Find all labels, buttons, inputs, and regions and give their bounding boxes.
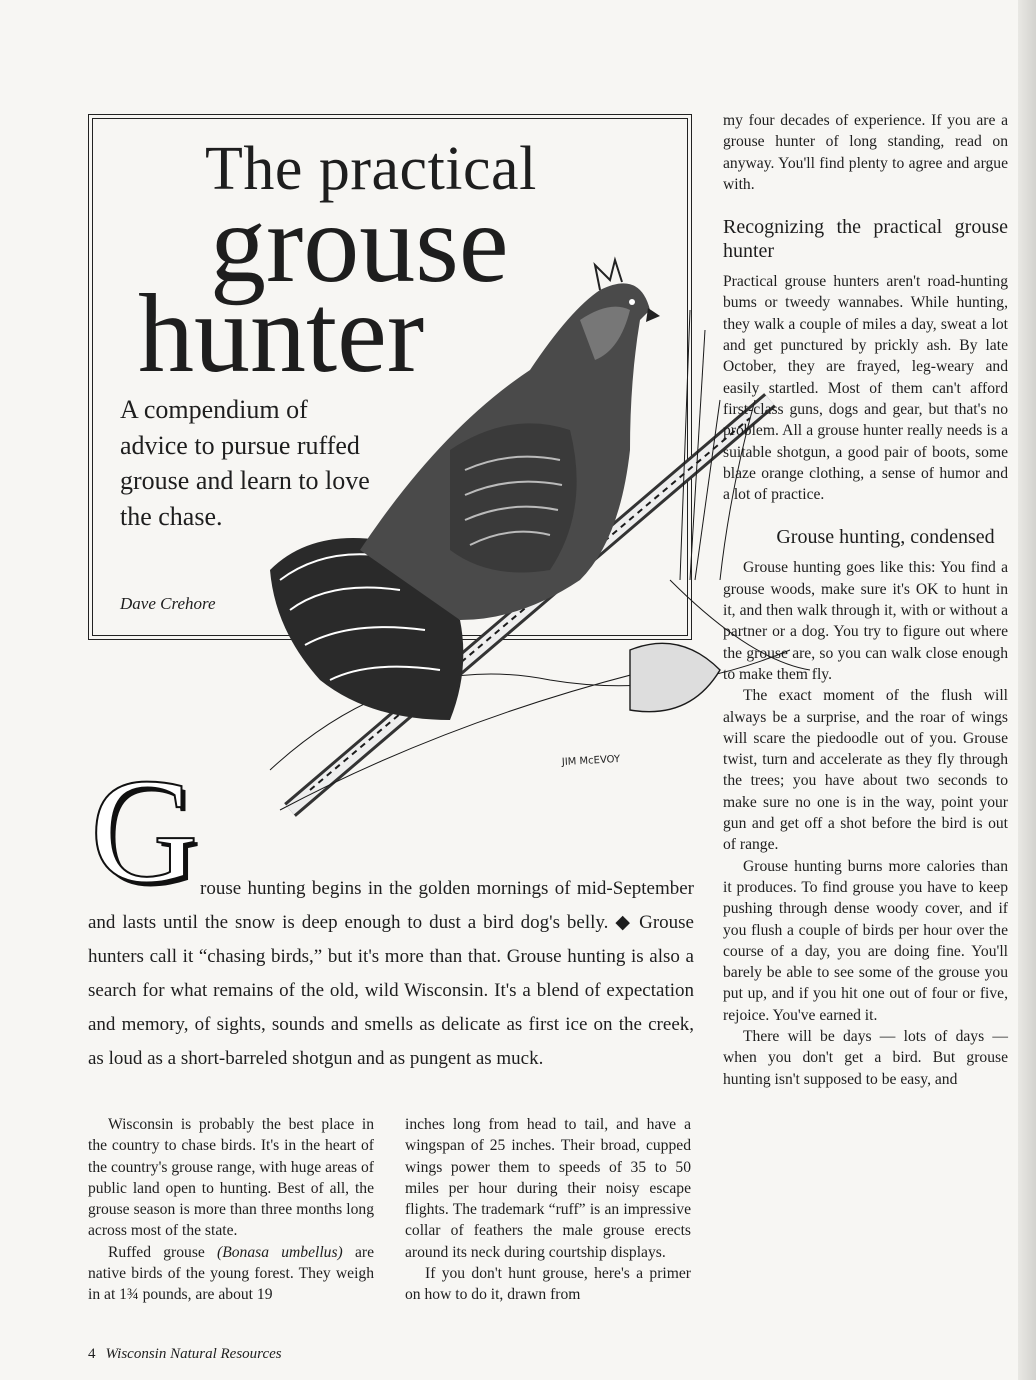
paragraph: Practical grouse hunters aren't road-hunting bums or tweedy wannabes. While hunting, they walk a couple of miles a day, sweat a lot and get punctured by prickly ash. By late October, they are frayed, leg-weary and easily startled. Most of them can't afford first-class guns, dogs and gear, but that's no problem. All a grouse hunter really needs is a suitable shotgun, a good pair of boots, some blaze orange clothing, a sense of humor and a lot of practice.: [723, 273, 1008, 504]
subtitle: A compendium of advice to pursue ruffed grouse and learn to love the chase.: [120, 395, 370, 531]
paragraph: Ruffed grouse (Bonasa umbellus) are native birds of the young forest. They weigh in at 1¾ pounds, are about 19: [88, 1243, 375, 1304]
body-column-2: [405, 1114, 691, 1306]
paragraph: Grouse hunting burns more calories than it produces. To find grouse you have to keep pushing through dense woody cover, and if you flush a couple of birds per hour over the course of a day, you are doing fine. You'll barely be able to see some of the grouse you put up, and if you hit one out of four or five, rejoice. You've earned it.: [723, 857, 1008, 1024]
paragraph: The exact moment of the flush will always be a surprise, and the roar of wings will scare the piedoodle out of you. Grouse twist, turn and accelerate as they fly through the trees; you have about two seconds to make sure no one is in the way, point your gun and get off a shot before the bird is out of range.: [723, 687, 1008, 854]
byline: Dave Crehore: [120, 594, 216, 613]
lead-paragraph: [88, 872, 694, 1076]
paragraph: If you don't hunt grouse, here's a primer on how to do it, drawn from: [405, 1265, 691, 1304]
page-number: 4: [88, 1346, 96, 1362]
paragraph: Wisconsin is probably the best place in the country to chase birds. It's in the heart of the country's grouse range, with huge areas of public land open to hunting. Best of all, the grouse season is more than three months long across most of the state.: [88, 1116, 375, 1240]
title-line-2: grouse: [210, 182, 509, 306]
page-edge-shadow: [1018, 0, 1036, 1380]
page-footer: [88, 1346, 282, 1363]
section-heading: Grouse hunting, condensed: [776, 526, 995, 549]
body-column-1: [88, 1114, 374, 1306]
scientific-name: (Bonasa umbellus): [217, 1243, 343, 1261]
body-column-3: [723, 110, 1008, 1090]
paragraph: There will be days — lots of days — when you don't get a bird. But grouse hunting isn't supposed to be easy, and: [723, 1027, 1008, 1088]
title-line-3: hunter: [138, 272, 425, 396]
paragraph: my four decades of experience. If you are a grouse hunter of long standing, read on anyway. You'll find plenty to agree and argue with.: [723, 112, 1008, 193]
section-heading: Recognizing the practical grouse hunter: [723, 216, 1008, 263]
paragraph: inches long from head to tail, and have a wingspan of 25 inches. Their broad, cupped wings power them to speeds of 35 to 50 miles per hour during their noisy escape flights. The trademark “ruff” is an impressive collar of feathers the male grouse erects around its neck during courtship displays.: [405, 1116, 691, 1261]
publication-name: Wisconsin Natural Resources: [105, 1346, 282, 1362]
lead-text: rouse hunting begins in the golden mornings of mid-September and lasts until the snow is deep enough to dust a bird dog's belly. ◆ Grouse hunters call it “chasing birds,” but it's more than that. Grouse hunting is also a search for what remains of the old, wild Wisconsin. It's a blend of expectation and memory, of sights, sounds and smells as delicate as first ice on the creek, as loud as a short-barreled shotgun and as pungent as muck.: [88, 878, 694, 1069]
title-line-1: The practical: [205, 135, 537, 203]
illustrator-signature: JIM McEVOY: [561, 753, 621, 768]
drop-cap: G: [90, 748, 199, 914]
paragraph: Grouse hunting goes like this: You find a grouse woods, make sure it's OK to hunt in it, and then walk through it, with or without a partner or a dog. You try to figure out where the grouse are, so you can walk close enough to make them fly.: [723, 559, 1008, 683]
